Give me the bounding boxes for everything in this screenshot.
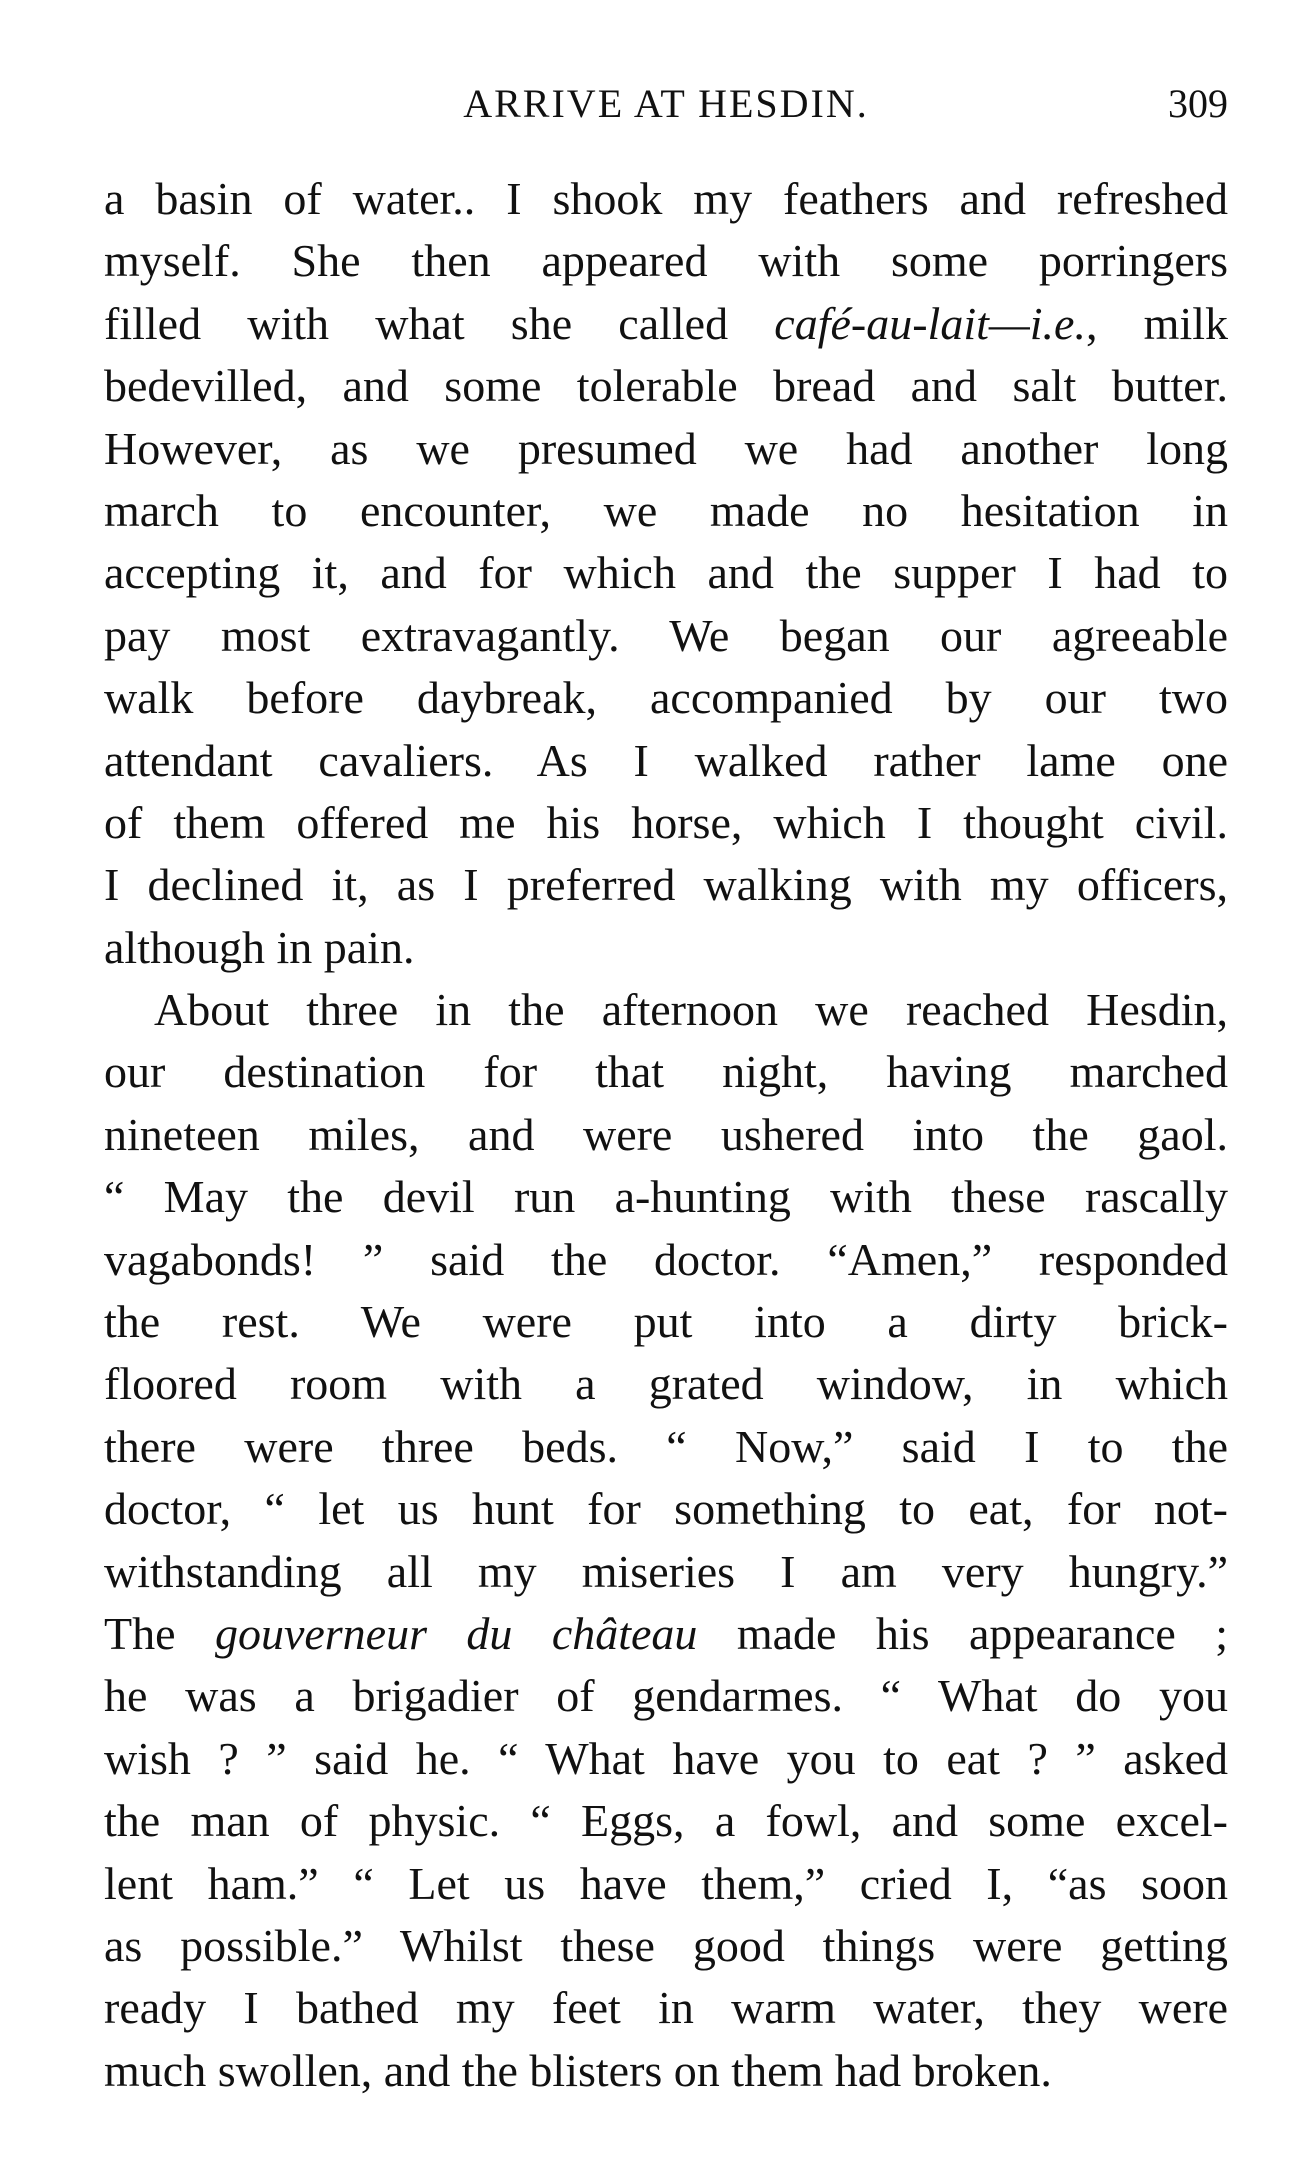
text-segment: filled with what she called: [104, 297, 775, 349]
text-segment: vagabonds! ” said the doctor. “Amen,” responded: [104, 1233, 1228, 1285]
text-line: [104, 1603, 1228, 1665]
text-line: [104, 1853, 1228, 1915]
text-segment: myself. She then appeared with some porringers: [104, 235, 1228, 287]
text-line: [104, 1977, 1228, 2039]
text-line: [104, 1041, 1228, 1103]
text-segment: About three in the afternoon we reached Hesdin,: [154, 984, 1228, 1036]
text-line: [104, 792, 1228, 854]
paragraph: [104, 168, 1228, 979]
text-segment: march to encounter, we made no hesitation in: [104, 484, 1228, 536]
text-line: [104, 230, 1228, 292]
text-segment: of them offered me his horse, which I thought civil.: [104, 796, 1228, 848]
text-segment: the rest. We were put into a dirty brick-: [104, 1296, 1228, 1348]
page-number: 309: [1168, 81, 1228, 126]
text-segment: accepting it, and for which and the supper I had to: [104, 547, 1228, 599]
text-line: [104, 1353, 1228, 1415]
body-text: [104, 168, 1228, 2102]
text-line: [104, 1541, 1228, 1603]
text-line: [104, 2040, 1228, 2102]
italic-phrase: gouverneur du château: [214, 1607, 698, 1659]
paragraph: [104, 979, 1228, 2102]
text-segment: lent ham.” “ Let us have them,” cried I, “as soon: [104, 1857, 1228, 1909]
text-line: [104, 917, 1228, 979]
text-segment: our destination for that night, having marched: [104, 1046, 1228, 1098]
text-segment: made his appearance ;: [697, 1607, 1228, 1659]
text-segment: the man of physic. “ Eggs, a fowl, and some excel-: [104, 1795, 1228, 1847]
text-segment: walk before daybreak, accompanied by our two: [104, 672, 1228, 724]
text-segment: ready I bathed my feet in warm water, they were: [104, 1982, 1228, 2034]
text-line: [104, 667, 1228, 729]
italic-phrase: café-au-lait—i.e.: [774, 297, 1086, 349]
text-line: [104, 542, 1228, 604]
running-head: [104, 78, 1228, 130]
text-segment: as possible.” Whilst these good things were getting: [104, 1919, 1228, 1971]
text-segment: “ May the devil run a-hunting with these rascally: [104, 1171, 1228, 1223]
text-segment: doctor, “ let us hunt for something to eat, for not-: [104, 1483, 1228, 1535]
text-line: [104, 1104, 1228, 1166]
text-segment: withstanding all my miseries I am very hungry.”: [104, 1545, 1228, 1597]
text-line: [104, 979, 1228, 1041]
text-line: [104, 168, 1228, 230]
text-line: [104, 418, 1228, 480]
text-segment: wish ? ” said he. “ What have you to eat ? ” asked: [104, 1732, 1228, 1784]
text-line: [104, 1166, 1228, 1228]
text-segment: , milk: [1085, 297, 1228, 349]
text-segment: there were three beds. “ Now,” said I to the: [104, 1420, 1228, 1472]
text-segment: much swollen, and the blisters on them had broken.: [104, 2044, 1052, 2096]
text-line: [104, 1229, 1228, 1291]
chapter-running-title: ARRIVE AT HESDIN.: [463, 81, 869, 126]
text-line: [104, 730, 1228, 792]
text-line: [104, 1728, 1228, 1790]
text-segment: I declined it, as I preferred walking with my officers,: [104, 859, 1228, 911]
text-segment: However, as we presumed we had another long: [104, 422, 1228, 474]
text-segment: floored room with a grated window, in which: [104, 1358, 1228, 1410]
text-line: [104, 480, 1228, 542]
text-segment: a basin of water.. I shook my feathers and refreshed: [104, 173, 1228, 224]
text-line: [104, 293, 1228, 355]
text-line: [104, 355, 1228, 417]
text-segment: pay most extravagantly. We began our agreeable: [104, 609, 1228, 661]
text-line: [104, 1416, 1228, 1478]
text-line: [104, 1915, 1228, 1977]
text-line: [104, 1291, 1228, 1353]
text-segment: he was a brigadier of gendarmes. “ What do you: [104, 1670, 1228, 1722]
text-line: [104, 605, 1228, 667]
text-line: [104, 854, 1228, 916]
text-segment: bedevilled, and some tolerable bread and salt butter.: [104, 360, 1228, 412]
text-segment: The: [104, 1607, 215, 1659]
text-line: [104, 1665, 1228, 1727]
text-segment: although in pain.: [104, 921, 415, 973]
text-line: [104, 1790, 1228, 1852]
text-segment: nineteen miles, and were ushered into the gaol.: [104, 1108, 1228, 1160]
text-segment: attendant cavaliers. As I walked rather lame one: [104, 734, 1228, 786]
text-line: [104, 1478, 1228, 1540]
